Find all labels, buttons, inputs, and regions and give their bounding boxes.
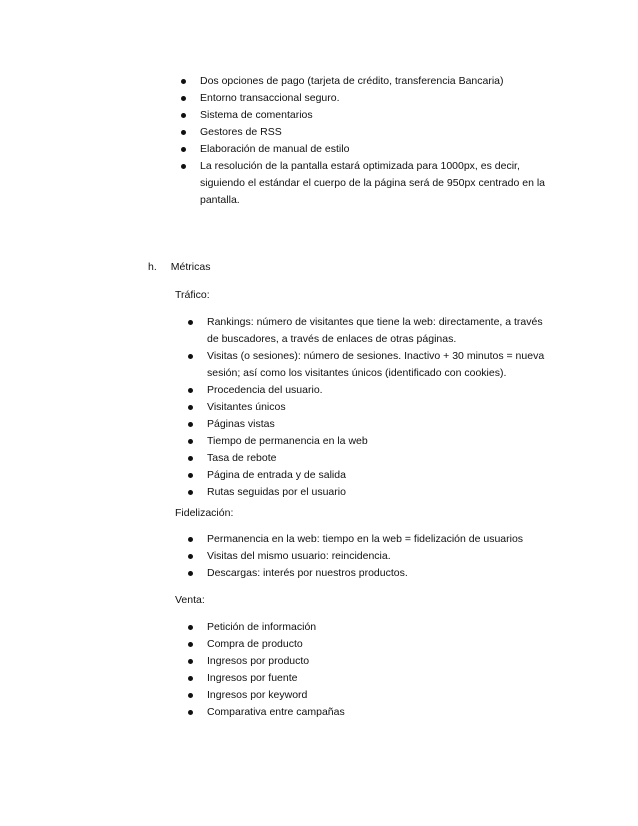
bullet-icon: [188, 676, 193, 681]
list-item: Páginas vistas: [188, 416, 553, 433]
bullet-icon: [188, 571, 193, 576]
list-item: Visitantes únicos: [188, 399, 553, 416]
list-item: Elaboración de manual de estilo: [181, 141, 551, 158]
bullet-icon: [188, 320, 193, 325]
list-item: Rutas seguidas por el usuario: [188, 484, 553, 501]
bullet-icon: [188, 439, 193, 444]
venta-bullet-list: [188, 619, 553, 721]
list-item: Compra de producto: [188, 636, 553, 653]
list-item: La resolución de la pantalla estará optimizada para 1000px, es decir, siguiendo el estándar el cuerpo de la página será de 950px centrado en la pantalla.: [181, 158, 551, 209]
bullet-icon: [181, 79, 186, 84]
trafico-bullet-list: [188, 314, 553, 501]
bullet-icon: [181, 113, 186, 118]
bullet-icon: [188, 554, 193, 559]
list-item: Ingresos por producto: [188, 653, 553, 670]
list-item: Tiempo de permanencia en la web: [188, 433, 553, 450]
list-item: Ingresos por fuente: [188, 670, 553, 687]
venta-heading: Venta:: [175, 594, 205, 606]
section-marker: h.: [148, 261, 157, 273]
bullet-icon: [188, 642, 193, 647]
bullet-icon: [188, 537, 193, 542]
bullet-icon: [188, 422, 193, 427]
list-item: Rankings: número de visitantes que tiene la web: directamente, a través de buscadores, a través de enlaces de otras páginas.: [188, 314, 553, 348]
bullet-icon: [188, 473, 193, 478]
bullet-icon: [188, 456, 193, 461]
list-item: Dos opciones de pago (tarjeta de crédito, transferencia Bancaria): [181, 73, 551, 90]
list-item: Visitas (o sesiones): número de sesiones. Inactivo + 30 minutos = nueva sesión; así como los visitantes únicos (identificado con cookies).: [188, 348, 553, 382]
section-heading: [148, 259, 210, 276]
list-item: Gestores de RSS: [181, 124, 551, 141]
bullet-icon: [188, 659, 193, 664]
list-item: Descargas: interés por nuestros productos.: [188, 565, 553, 582]
list-item: Ingresos por keyword: [188, 687, 553, 704]
bullet-icon: [188, 388, 193, 393]
trafico-heading: Tráfico:: [175, 289, 210, 301]
fidelizacion-heading: Fidelización:: [175, 507, 234, 519]
list-item: Página de entrada y de salida: [188, 467, 553, 484]
intro-bullet-list: [181, 73, 551, 209]
bullet-icon: [181, 147, 186, 152]
list-item: Procedencia del usuario.: [188, 382, 553, 399]
section-title: Métricas: [170, 261, 211, 273]
list-item: Petición de información: [188, 619, 553, 636]
list-item: Comparativa entre campañas: [188, 704, 553, 721]
bullet-icon: [181, 130, 186, 135]
bullet-icon: [188, 710, 193, 715]
bullet-icon: [188, 405, 193, 410]
list-item: Permanencia en la web: tiempo en la web = fidelización de usuarios: [188, 531, 553, 548]
bullet-icon: [188, 490, 193, 495]
list-item: Tasa de rebote: [188, 450, 553, 467]
list-item: Visitas del mismo usuario: reincidencia.: [188, 548, 553, 565]
bullet-icon: [181, 96, 186, 101]
bullet-icon: [188, 693, 193, 698]
fidelizacion-bullet-list: [188, 531, 553, 582]
bullet-icon: [188, 625, 193, 630]
list-item: Entorno transaccional seguro.: [181, 90, 551, 107]
bullet-icon: [181, 164, 186, 169]
list-item: Sistema de comentarios: [181, 107, 551, 124]
bullet-icon: [188, 354, 193, 359]
